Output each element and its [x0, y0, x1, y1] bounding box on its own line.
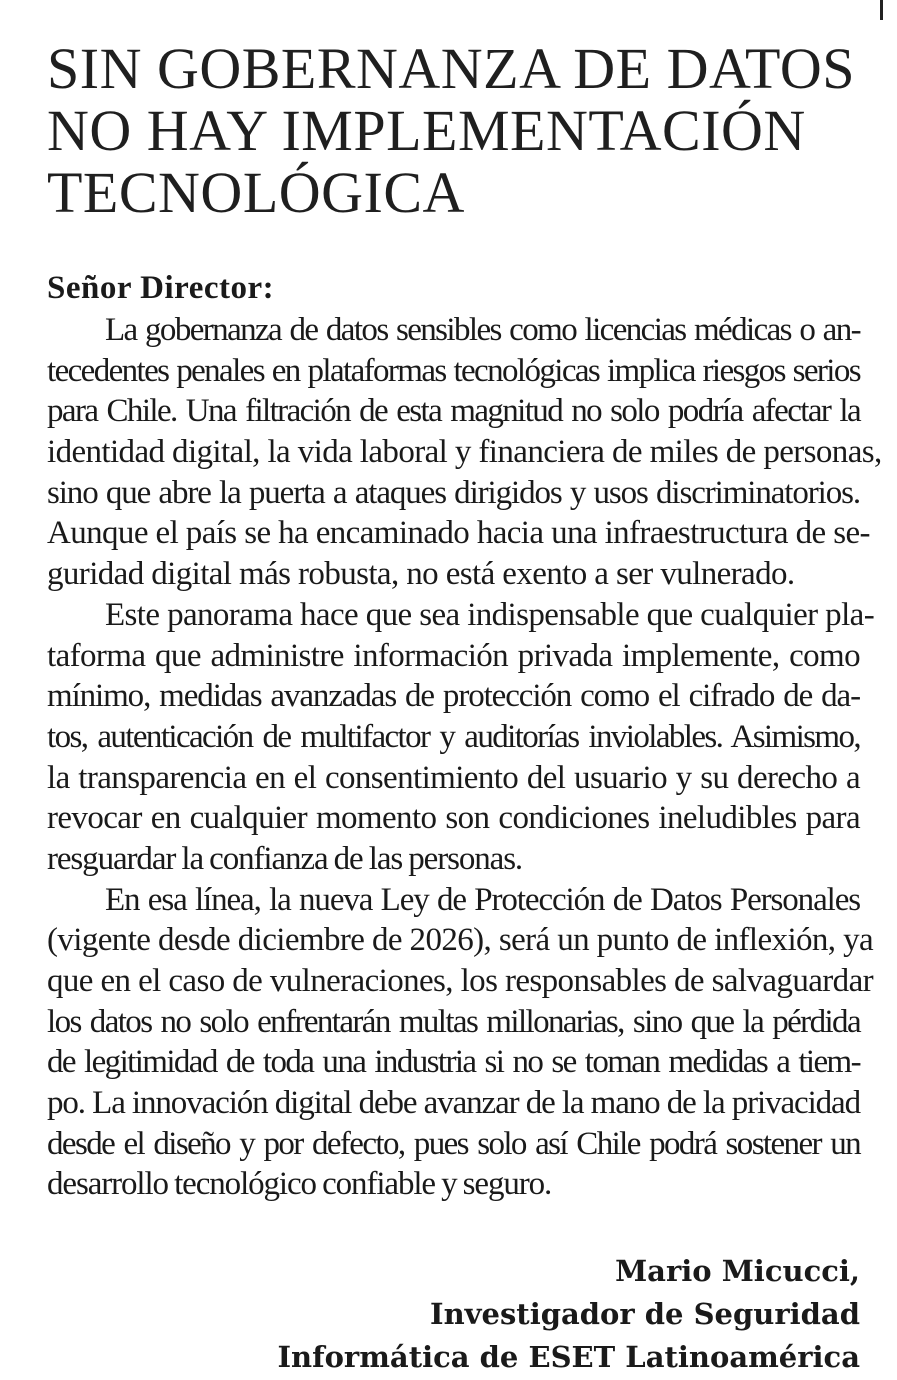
- body-line-16: (vigente desde diciembre de 2026), será un punto de inflexión, ya: [47, 922, 874, 959]
- salutation: Señor Director:: [47, 270, 275, 306]
- body-line-7: guridad digital más robusta, no está exento a ser vulnerado.: [47, 556, 795, 593]
- body-line-18: los datos no solo enfrentarán multas millonarias, sino que la pérdida: [47, 1003, 860, 1040]
- body-line-8: Este panorama hace que sea indispensable que cualquier pla-: [105, 596, 875, 633]
- signature-role-line-2: Informática de ESET Latinoamérica: [277, 1340, 860, 1374]
- body-line-17: que en el caso de vulneraciones, los responsables de salvaguardar: [47, 963, 874, 999]
- body-line-22: desarrollo tecnológico confiable y seguro.: [47, 1166, 552, 1203]
- headline-line-1: SIN GOBERNANZA DE DATOS: [47, 36, 855, 101]
- body-line-12: la transparencia en el consentimiento del usuario y su derecho a: [47, 759, 860, 796]
- body-line-10: mínimo, medidas avanzadas de protección como el cifrado de da-: [47, 678, 860, 715]
- headline: [47, 38, 867, 224]
- signature: [277, 1250, 860, 1379]
- body-line-13: revocar en cualquier momento son condiciones ineludibles para: [47, 800, 860, 837]
- letter-body: [47, 310, 882, 1205]
- body-line-9: taforma que administre información privada implemente, como: [47, 637, 860, 674]
- body-line-3: para Chile. Una filtración de esta magnitud no solo podría afectar la: [47, 393, 860, 430]
- body-line-14: resguardar la confianza de las personas.: [47, 840, 523, 877]
- signature-name: Mario Micucci,: [615, 1254, 860, 1288]
- body-line-15: En esa línea, la nueva Ley de Protección de Datos Personales: [105, 881, 860, 918]
- body-line-21: desde el diseño y por defecto, pues solo así Chile podrá sostener un: [47, 1125, 860, 1162]
- signature-role-line-1: Investigador de Seguridad: [430, 1297, 860, 1331]
- body-line-2: tecedentes penales en plataformas tecnológicas implica riesgos serios: [47, 352, 860, 389]
- body-line-19: de legitimidad de toda una industria si no se toman medidas a tiem-: [47, 1044, 860, 1081]
- headline-line-3: TECNOLÓGICA: [47, 160, 465, 225]
- body-line-11: tos, autenticación de multifactor y auditorías inviolables. Asimismo,: [47, 718, 860, 755]
- body-line-4: identidad digital, la vida laboral y financiera de miles de personas,: [47, 434, 882, 471]
- body-line-5: sino que abre la puerta a ataques dirigidos y usos discriminatorios.: [47, 474, 860, 511]
- body-line-6: Aunque el país se ha encaminado hacia una infraestructura de se-: [47, 515, 870, 552]
- column-rule: [880, 0, 883, 20]
- body-line-1: La gobernanza de datos sensibles como licencias médicas o an-: [105, 312, 860, 348]
- body-line-20: po. La innovación digital debe avanzar de la mano de la privacidad: [47, 1085, 860, 1122]
- headline-line-2: NO HAY IMPLEMENTACIÓN: [47, 98, 806, 163]
